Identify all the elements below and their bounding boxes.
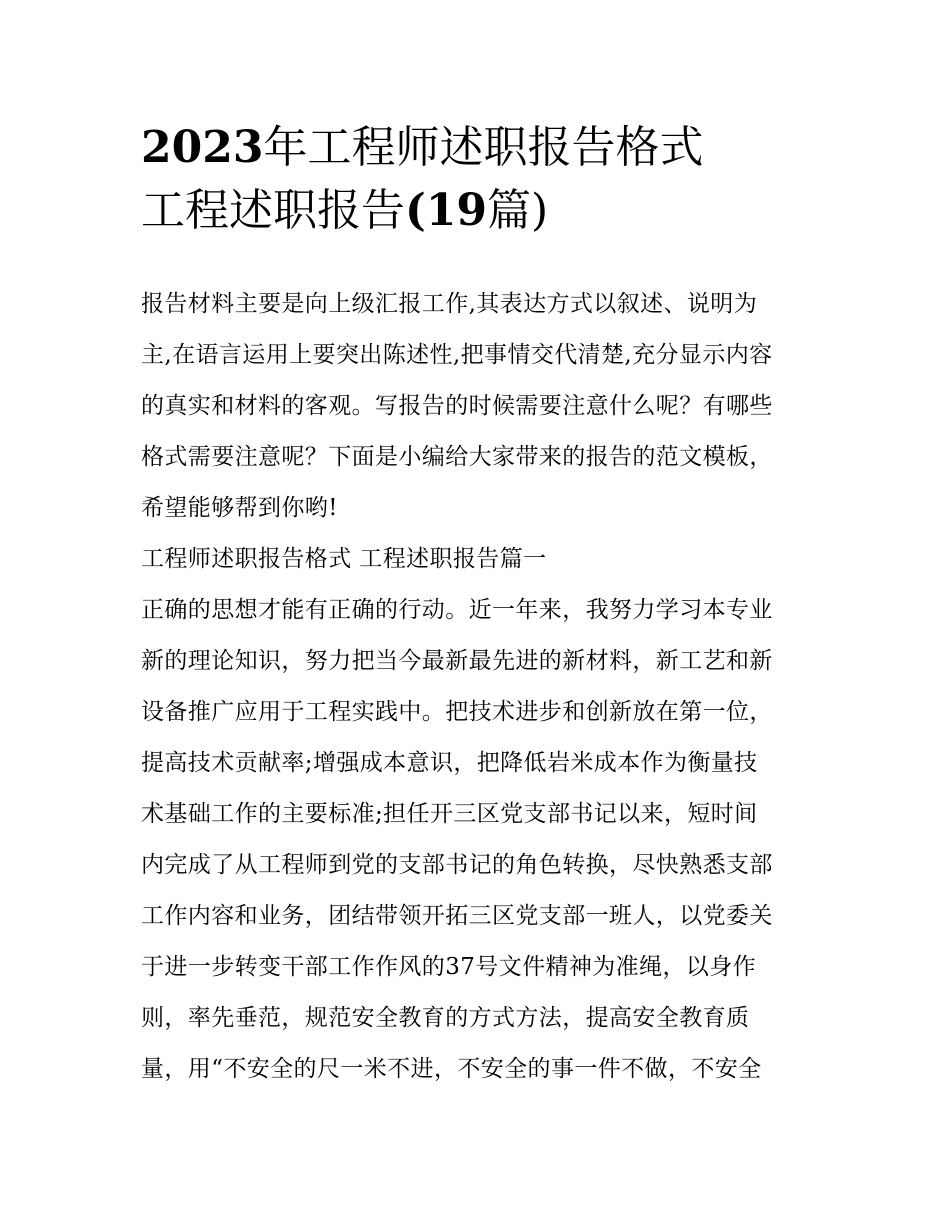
title-line-2-text: 工程述职报告	[141, 185, 405, 236]
section-line: 术基础工作的主要标准;担任开三区党支部书记以来，短时间	[141, 801, 758, 827]
section-line: 内完成了从工程师到党的支部书记的角色转换，尽快熟悉支部	[141, 852, 773, 878]
document-title	[141, 116, 821, 242]
section-line: 工作内容和业务，团结带领开拓三区党支部一班人，以党委关	[141, 903, 773, 929]
intro-line: 格式需要注意呢？下面是小编给大家带来的报告的范文模板，	[141, 444, 773, 470]
title-line-1-text: 年工程师述职报告格式	[263, 122, 704, 173]
section-line: 正确的思想才能有正确的行动。近一年来，我努力学习本专业	[141, 597, 773, 623]
section-heading: 工程师述职报告格式 工程述职报告篇一	[141, 546, 547, 572]
title-line-2-tail: 篇)	[487, 185, 549, 236]
intro-line: 的真实和材料的客观。写报告的时候需要注意什么呢？有哪些	[141, 393, 773, 419]
intro-line: 希望能够帮到你哟!	[141, 495, 338, 521]
intro-line: 主,在语言运用上要突出陈述性,把事情交代清楚,充分显示内容	[141, 342, 773, 368]
intro-line: 报告材料主要是向上级汇报工作,其表达方式以叙述、说明为	[141, 291, 758, 317]
document-body	[141, 279, 813, 1095]
title-line-1	[141, 116, 821, 179]
section-line: 新的理论知识，努力把当今最新最先进的新材料，新工艺和新	[141, 648, 773, 674]
title-year: 2023	[141, 122, 264, 173]
section-line: 于进一步转变干部工作作风的37号文件精神为准绳，以身作	[141, 954, 757, 980]
title-line-2	[141, 179, 821, 242]
section-line: 设备推广应用于工程实践中。把技术进步和创新放在第一位，	[141, 699, 773, 725]
section-line: 量，用“不安全的尺一米不进，不安全的事一件不做，不安全	[141, 1056, 762, 1082]
section-line: 提高技术贡献率;增强成本意识，把降低岩米成本作为衡量技	[141, 750, 758, 776]
section-line: 则，率先垂范，规范安全教育的方式方法，提高安全教育质	[141, 1005, 750, 1031]
title-count: (19	[405, 185, 488, 236]
